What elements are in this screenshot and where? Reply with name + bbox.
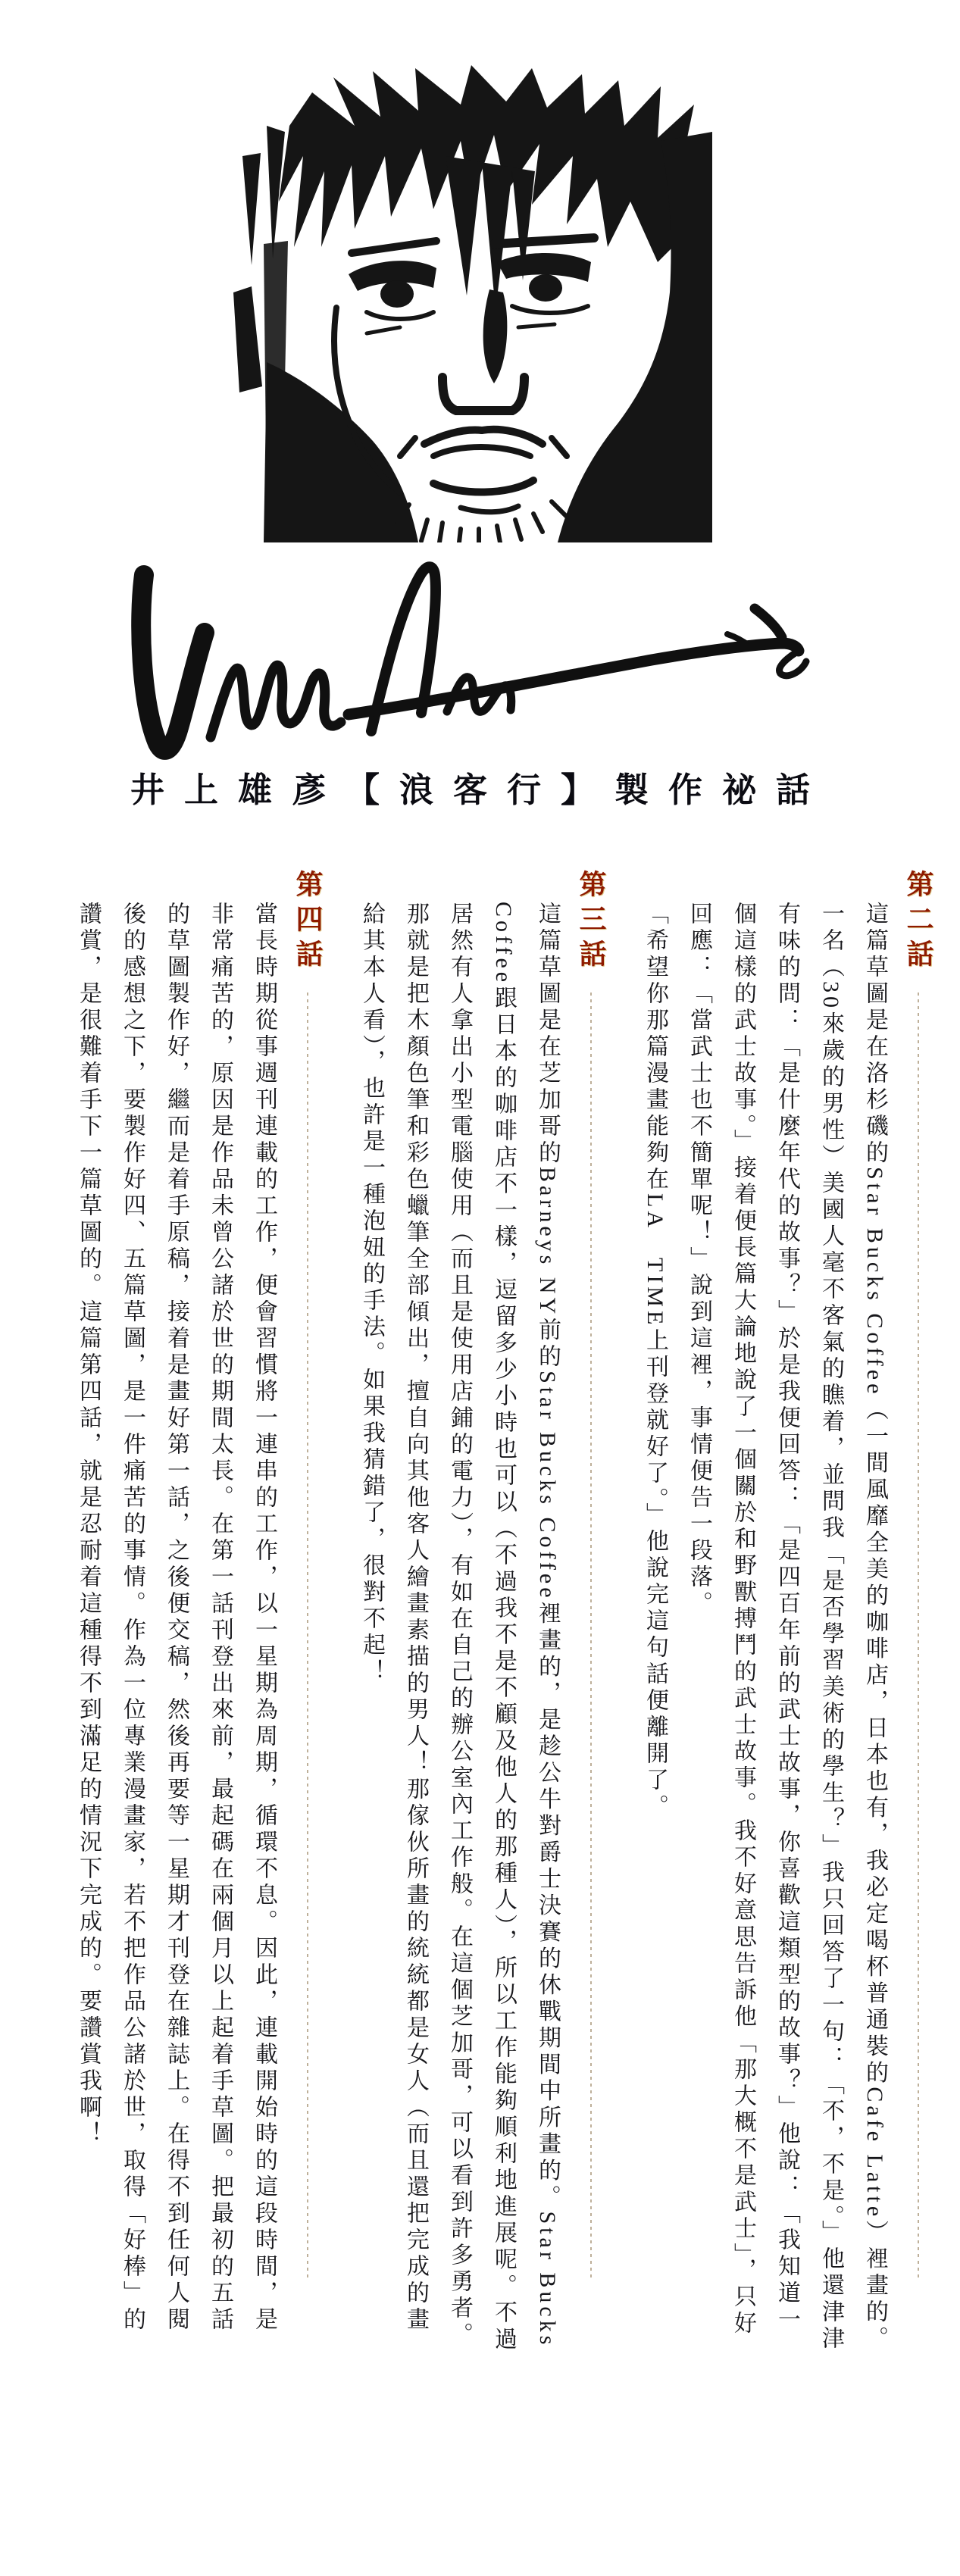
story-4-title: 第四話: [292, 870, 323, 974]
dashed-rule: [918, 993, 919, 2281]
dashed-rule: [307, 993, 308, 2281]
artist-signature: [121, 552, 815, 773]
section-story-4: [66, 870, 330, 2358]
story-3-title: 第三話: [576, 870, 606, 974]
page-title: 井上雄彥【浪客行】製作祕話: [130, 771, 830, 809]
story-4-paragraph-1: 當長時期從事週刊連載的工作，便會習慣將一連串的工作，以一星期為周期，循環不息。因此，連載開始時的這段時間，是非常痛苦的，原因是作品未曾公諸於世的期間太長。在第一話刊登出來前，最起碼在兩個月以上起着手草圖。把最初的五話的草圖製作好，繼而是着手原稿，接着是畫好第一話，之後便交稿，然後再要等一星期才刊登在雜誌上。在得不到任何人閱後的感想之下，要製作好四、五篇草圖，是一件痛苦的事情。作為一位專業漫畫家，若不把作品公諸於世，取得「好棒」的讚賞，是很難着手下一篇草圖的。這篇第四話，就是忍耐着這種得不到滿足的情況下完成的。要讚賞我啊！: [76, 902, 277, 2334]
story-3-header: [569, 870, 613, 2358]
artist-portrait-illustration: [221, 65, 746, 542]
portrait-ink-drawing: [221, 65, 746, 542]
story-2-header: [896, 870, 940, 2358]
story-columns: [27, 870, 940, 2358]
section-story-3: [349, 870, 613, 2358]
dashed-rule: [590, 993, 592, 2281]
signature-stroke: [121, 552, 815, 773]
story-2-title: 第二話: [903, 870, 933, 974]
story-2-paragraph-1: 這篇草圖是在洛杉磯的Star Bucks Coffee（一間風靡全美的咖啡店，日本也有，我必定喝杯普通裝的Cafe Latte）裡畫的。一名（30來歲的男性）美國人毫不客氣的瞧着，並問我「是否學習美術的學生？」我只回答了一句：「不，不是。」他還津津有味的問：「是什麼年代的故事？」於是我便回答：「是四百年前的武士故事，你喜歡這類型的故事？」他說：「我知道一個這樣的武士故事。」接着便長篇大論地說了一個關於和野獸搏鬥的武士故事。我不好意思告訴他「那大概不是武士」，只好回應：「當武士也不簡單呢！」說到這裡，事情便告一段落。: [686, 902, 887, 2353]
section-story-2: [633, 870, 940, 2358]
story-4-header: [286, 870, 330, 2358]
story-2-paragraph-2: 「希望你那篇漫畫能夠在LA TIME上刊登就好了。」他說完這句話便離開了。: [643, 902, 668, 1821]
story-3-paragraph-1: 這篇草圖是在芝加哥的Barneys NY前的Star Bucks Coffee裡畫的，是趁公牛對爵士決賽的休戰期間中所畫的。Star Bucks Coffee跟日本的咖啡店不一樣，逗留多少小時也可以（不過我不是不顧及他人的那種人），所以工作能夠順利地進展呢。不過居然有人拿出小型電腦使用（而且是使用店鋪的電力），有如在自己的辦公室內工作般。在這個芝加哥，可以看到許多勇者。那就是把木顏色筆和彩色蠟筆全部傾出，擅自向其他客人繪畫素描的男人！那傢伙所畫的統統都是女人（而且還把完成的畫給其本人看），也許是一種泡妞的手法。如果我猜錯了，很對不起！: [359, 902, 560, 2354]
